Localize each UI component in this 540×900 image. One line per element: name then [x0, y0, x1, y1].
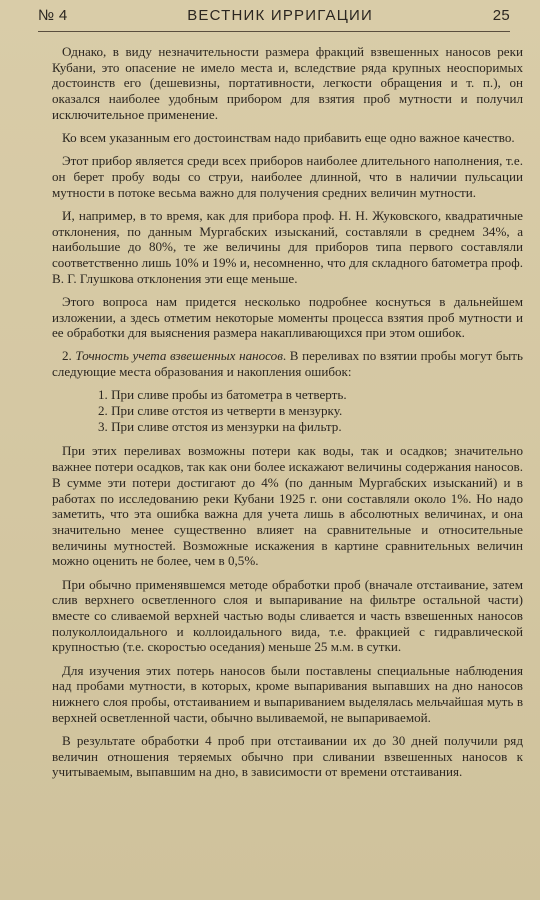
article-body: [52, 44, 523, 788]
paragraph: Однако, в виду незначительности размера фракций взвешенных наносов реки Кубани, это опасение не имело места и, вследствие ряда крупных неоспоримых достоинств его (дешевизны, портативности, легкости обращения и т. п.), он оказался наиболее удобным прибором для взятия проб мутности и получил исключительное применение.: [52, 44, 523, 122]
issue-number: № 4: [38, 6, 68, 24]
paragraph: При обычно применявшемся методе обработки проб (вначале отстаивание, затем слив верхнего осветленного слоя и выпаривание на фильтре остальной части) вместе со сливаемой верхней частью воды сливается и часть взвешенных наносов полуколлоидального и коллоидального вида, т.е. фракцией с гидравлической крупностью (т.е. скоростью оседания) меньше 25 м.м. в сутки.: [52, 576, 523, 655]
list-item: 1. При сливе пробы из батометра в четверть.: [98, 387, 347, 403]
paragraph: При этих переливах возможны потери как воды, так и осадков; значительно важнее потери осадков, так как они более искажают величины содержания наносов. В сумме эти потери достигают до 4% (по данным Мургабских изысканий) и в работах по исследованию реки Кубани 1925 г. они составляли около 1%. Но надо заметить, что эта ошибка важна для учета лишь в абсолютных величинах, и она значительно менее существенно влияет на сравнительные и относительные величины мутностей. Возможные искажения в картине сравнительных величин можно оценить не более, чем в 0,5%.: [52, 443, 523, 569]
paragraph: Для изучения этих потерь наносов были поставлены специальные наблюдения над пробами мутности, в которых, кроме выпаривания выпавших на дно наносов нижнего слоя пробы, отстаиванием и выпариванием выделялась мельчайшая муть в верхней осветленной части, обычно выливаемой, не выпариваемой.: [52, 662, 523, 725]
paragraph: Ко всем указанным его достоинствам надо прибавить еще одно важное качество.: [62, 130, 515, 146]
paragraph: И, например, в то время, как для прибора проф. Н. Н. Жуковского, квадратичные отклонения, по данным Мургабских изысканий, составляли в среднем 34%, а наибольшие до 80%, те же величины для приборов типа первого составляли соответственно лишь 10% и 19% и, несомненно, что для складного батометра проф. В. Г. Глушкова отклонения эти еще меньше.: [52, 207, 523, 286]
list-item: 3. При сливе отстоя из мензурки на фильтр.: [98, 418, 342, 434]
error-sources-list: [52, 387, 523, 434]
paragraph: Этого вопроса нам придется несколько подробнее коснуться в дальнейшем изложении, а здесь отметим некоторые моменты процесса взятия проб мутности и ее обработки для выяснения размера накапливающихся при этом ошибок.: [52, 293, 523, 341]
paragraph: Этот прибор является среди всех приборов наиболее длительного наполнения, т.е. он берет пробу воды со струи, наиболее длинной, что в наличии пульсации мутности в потоке весьма важно для получения средних величин мутности.: [52, 153, 523, 200]
paragraph: В результате обработки 4 проб при отстаивании их до 30 дней получили ряд величин отношения теряемых обычно при сливании взвешенных наносов к учитываемым, выпавшим на дно, в зависимости от времени отстаивания.: [52, 732, 523, 780]
list-item: 2. При сливе отстоя из четверти в мензурку.: [98, 403, 343, 419]
running-header: [0, 0, 540, 30]
header-rule: [38, 31, 510, 32]
section-2-paragraph: [52, 348, 523, 379]
page-number: 25: [492, 6, 510, 24]
section-heading: Точность учета взвешенных наносов: [75, 348, 283, 364]
journal-title: ВЕСТНИК ИРРИГАЦИИ: [187, 6, 373, 24]
section-text: . В переливах по взятии пробы могут быть следующие места образования и накопления ошибок:: [52, 348, 523, 380]
section-number: 2.: [62, 348, 76, 364]
